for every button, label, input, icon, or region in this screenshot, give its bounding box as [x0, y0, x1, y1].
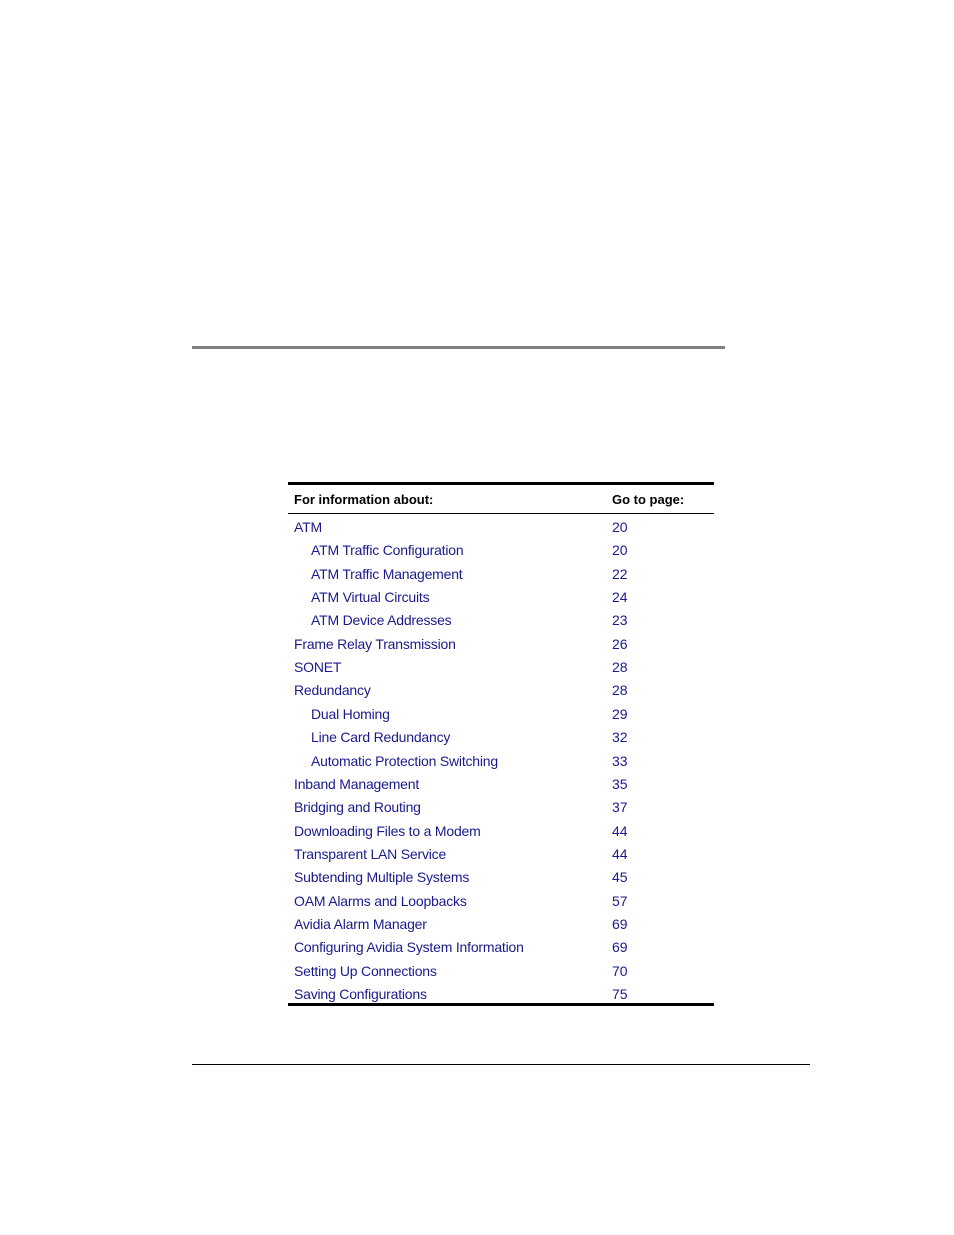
toc-page-link[interactable]: 70 [612, 962, 628, 979]
toc-topic-link[interactable]: ATM Virtual Circuits [311, 589, 430, 606]
toc-page-link[interactable]: 20 [612, 519, 628, 535]
toc-row[interactable] [288, 634, 714, 654]
toc-topic-link[interactable]: Dual Homing [311, 705, 390, 722]
toc-topic-link[interactable]: ATM Traffic Configuration [311, 542, 464, 559]
toc-row[interactable] [288, 610, 714, 630]
toc-topic-link[interactable]: Frame Relay Transmission [294, 635, 456, 652]
toc-topic-link[interactable]: ATM Device Addresses [311, 612, 452, 629]
toc-topic-link[interactable]: Inband Management [294, 775, 420, 792]
toc-topic-link[interactable]: Transparent LAN Service [294, 845, 447, 862]
toc-row[interactable] [288, 657, 714, 677]
toc-page-link[interactable]: 23 [612, 612, 628, 629]
toc-topic-link[interactable]: Saving Configurations [294, 986, 427, 1002]
toc-topic-link[interactable]: Downloading Files to a Modem [294, 822, 481, 839]
toc-page-link[interactable]: 28 [612, 659, 628, 676]
toc-row[interactable] [288, 867, 714, 887]
toc-row[interactable] [288, 564, 714, 584]
toc-page-link[interactable]: 24 [612, 589, 628, 606]
toc-row[interactable] [288, 680, 714, 700]
toc-page-link[interactable]: 35 [612, 775, 628, 792]
toc-topic-link[interactable]: ATM [294, 519, 322, 535]
toc-topic-link[interactable]: OAM Alarms and Loopbacks [294, 892, 467, 909]
toc-topic-link[interactable]: Avidia Alarm Manager [294, 915, 427, 932]
toc-row[interactable] [288, 844, 714, 864]
toc-row[interactable] [288, 540, 714, 560]
toc-page-link[interactable]: 44 [612, 845, 628, 862]
toc-page-link[interactable]: 45 [612, 869, 628, 886]
table-header [288, 485, 714, 514]
chapter-contents-table [288, 482, 714, 1006]
toc-row[interactable] [288, 704, 714, 724]
header-page: Go to page: [612, 492, 685, 507]
toc-row[interactable] [288, 517, 714, 537]
toc-topic-link[interactable]: Configuring Avidia System Information [294, 939, 524, 956]
toc-row[interactable] [288, 961, 714, 981]
footer-rule [192, 1064, 810, 1065]
toc-row[interactable] [288, 937, 714, 957]
toc-row[interactable] [288, 727, 714, 747]
toc-page-link[interactable]: 57 [612, 892, 628, 909]
toc-row[interactable] [288, 984, 714, 1004]
toc-row[interactable] [288, 751, 714, 771]
header-topic: For information about: [294, 492, 434, 507]
toc-page-link[interactable]: 26 [612, 635, 628, 652]
toc-page-link[interactable]: 69 [612, 915, 628, 932]
toc-page-link[interactable]: 33 [612, 752, 628, 769]
toc-topic-link[interactable]: Line Card Redundancy [311, 729, 451, 746]
toc-row[interactable] [288, 914, 714, 934]
toc-page-link[interactable]: 75 [612, 986, 628, 1002]
toc-page-link[interactable]: 28 [612, 682, 628, 699]
toc-page-link[interactable]: 20 [612, 542, 628, 559]
toc-row[interactable] [288, 797, 714, 817]
toc-page-link[interactable]: 22 [612, 565, 628, 582]
toc-page-link[interactable]: 29 [612, 705, 628, 722]
toc-row[interactable] [288, 774, 714, 794]
toc-topic-link[interactable]: SONET [294, 659, 342, 676]
toc-page-link[interactable]: 44 [612, 822, 628, 839]
toc-topic-link[interactable]: ATM Traffic Management [311, 565, 463, 582]
toc-topic-link[interactable]: Bridging and Routing [294, 799, 421, 816]
toc-page-link[interactable]: 37 [612, 799, 628, 816]
toc-row[interactable] [288, 587, 714, 607]
toc-page-link[interactable]: 32 [612, 729, 628, 746]
toc-page-link[interactable]: 69 [612, 939, 628, 956]
toc-row[interactable] [288, 891, 714, 911]
toc-topic-link[interactable]: Subtending Multiple Systems [294, 869, 470, 886]
toc-topic-link[interactable]: Automatic Protection Switching [311, 752, 498, 769]
toc-row[interactable] [288, 821, 714, 841]
toc-topic-link[interactable]: Redundancy [294, 682, 371, 699]
toc-topic-link[interactable]: Setting Up Connections [294, 962, 437, 979]
chapter-divider-rule [192, 346, 725, 349]
